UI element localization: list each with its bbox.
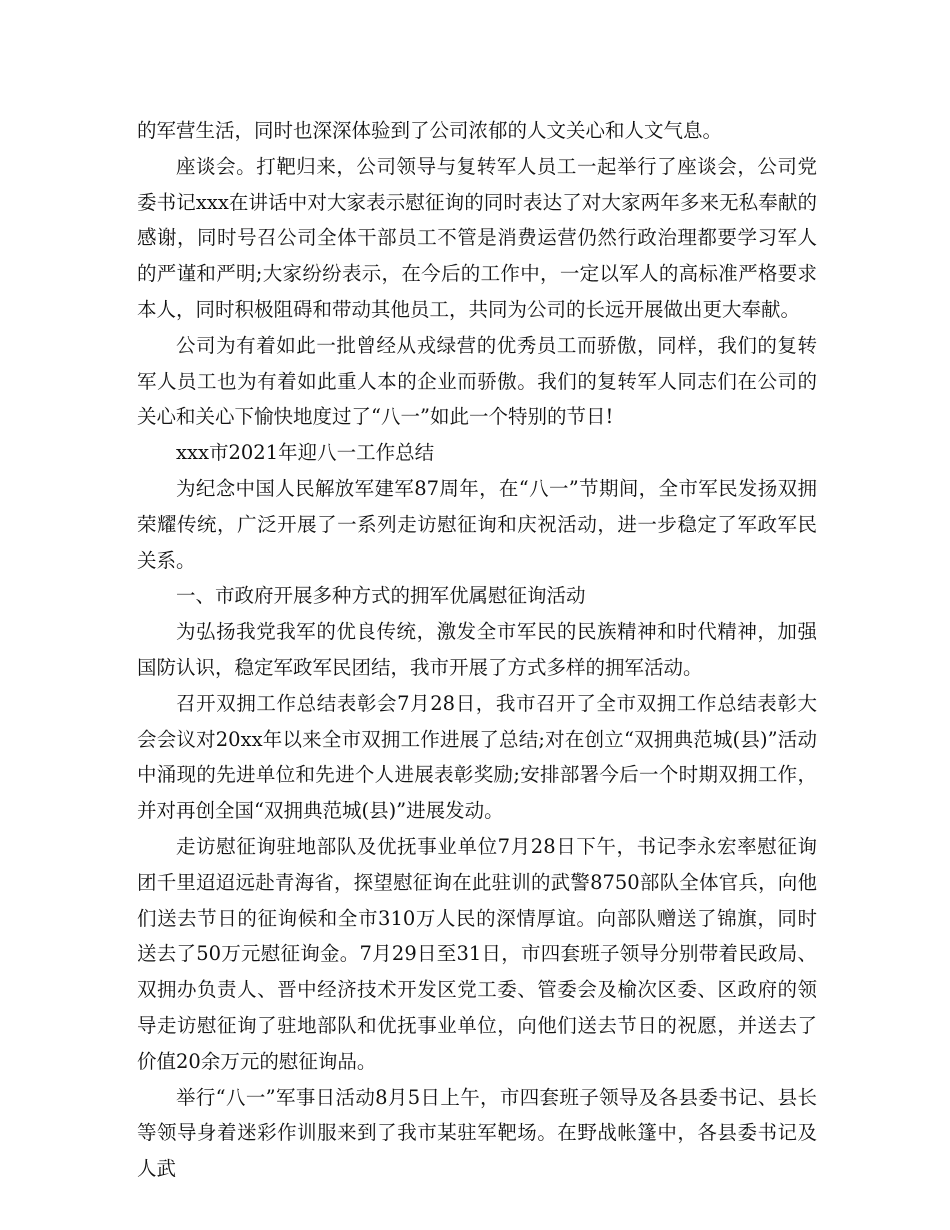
paragraph-8: 召开双拥工作总结表彰会7月28日，我市召开了全市双拥工作总结表彰大会会议对20xx年以来全市双拥工作进展了总结;对在创立“双拥典范城(县)”活动中涌现的先进单位和先进个人进展表彰奖励;安排部署今后一个时期双拥工作，并对再创全国“双拥典范城(县)”进展发动。	[137, 691, 817, 823]
paragraph-5: 为纪念中国人民解放军建军87周年，在“八一”节期间，全市军民发扬双拥荣耀传统，广泛开展了一系列走访慰征询和庆祝活动，进一步稳定了军政军民关系。	[137, 476, 817, 572]
section-title: xxx市2021年迎八一工作总结	[176, 441, 435, 465]
paragraph-9: 走访慰征询驻地部队及优抚事业单位7月28日下午，书记李永宏率慰征询团千里迢迢远赴青海省，探望慰征询在此驻训的武警8750部队全体官兵，向他们送去节日的征询候和全市310万人民的深情厚谊。向部队赠送了锦旗，同时送去了50万元慰征询金。7月29日至31日，市四套班子领导分别带着民政局、双拥办负责人、晋中经济技术开发区党工委、管委会及榆次区委、区政府的领导走访慰征询了驻地部队和优抚事业单位，向他们送去节日的祝愿，并送去了价值20余万元的慰征询品。	[137, 834, 817, 1073]
paragraph-10: 举行“八一”军事日活动8月5日上午，市四套班子领导及各县委书记、县长等领导身着迷彩作训服来到了我市某驻军靶场。在野战帐篷中，各县委书记及人武	[137, 1085, 817, 1181]
section-heading-1: 一、市政府开展多种方式的拥军优属慰征询活动	[176, 584, 586, 608]
paragraph-7: 为弘扬我党我军的优良传统，激发全市军民的民族精神和时代精神，加强国防认识，稳定军政军民团结，我市开展了方式多样的拥军活动。	[137, 620, 817, 679]
document-body	[137, 113, 817, 1187]
paragraph-1: 的军营生活，同时也深深体验到了公司浓郁的人文关心和人文气息。	[137, 119, 723, 142]
paragraph-3: 公司为有着如此一批曾经从戎绿营的优秀员工而骄傲，同样，我们的复转军人员工也为有着如此重人本的企业而骄傲。我们的复转军人同志们在公司的关心和关心下愉快地度过了“八一”如此一个特别的节日!	[137, 333, 817, 429]
paragraph-2: 座谈会。打靶归来，公司领导与复转军人员工一起举行了座谈会，公司党委书记xxx在讲话中对大家表示慰征询的同时表达了对大家两年多来无私奉献的感谢，同时号召公司全体干部员工不管是消费运营仍然行政治理都要学习军人的严谨和严明;大家纷纷表示，在今后的工作中，一定以军人的高标准严格要求本人，同时积极阻碍和带动其他员工，共同为公司的长远开展做出更大奉献。	[137, 154, 817, 321]
